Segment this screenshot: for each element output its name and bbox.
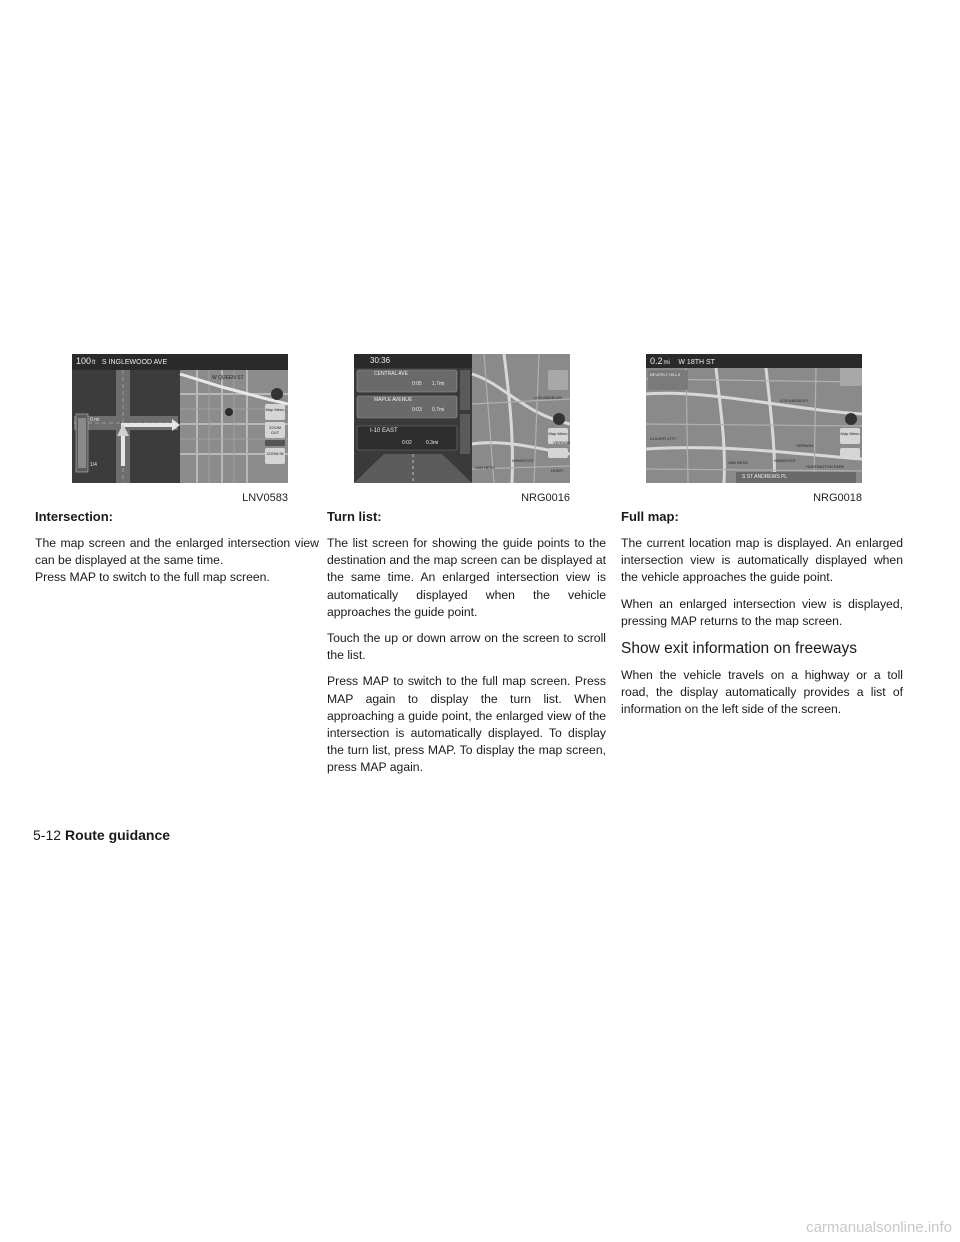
exit-info-heading: Show exit information on freeways: [621, 640, 858, 658]
page-number: 5-12: [33, 827, 62, 843]
full-map-paragraph: The current location map is displayed. An enlarged intersection view is automatically displayed when the vehicle approaches the guide point.: [621, 536, 903, 585]
turn-item-2-name: MAPLE AVENUE: [374, 397, 413, 403]
map-label: VAN NESS: [728, 460, 748, 465]
map-label: HUNTINGTON PARK: [806, 464, 845, 469]
column-intersection: [35, 509, 319, 596]
figure-full-map-screen: [646, 354, 862, 483]
map-label: LOS ANGELES: [534, 395, 562, 400]
street-name: W 18TH ST: [678, 359, 715, 366]
full-map-heading: Full map:: [621, 509, 679, 524]
turn-item-2-distance: 0.7mi: [432, 407, 445, 413]
turn-list-paragraph: The list screen for showing the guide points to the destination and the map screen can be displayed at the same time. An enlarged intersection view is automatically displayed when the vehicle approaches the guide point.: [327, 536, 606, 619]
turn-item-3-time: 0:02: [402, 440, 412, 446]
full-map-paragraph: When an enlarged intersection view is displayed, pressing MAP returns to the map screen.: [621, 596, 903, 628]
figure-turn-list-screen: [354, 354, 570, 483]
figure-code-1: LNV0583: [242, 492, 288, 504]
scroll-down-arrow[interactable]: [460, 414, 470, 454]
turn-item-2-time: 0:03: [412, 407, 422, 413]
figure-code-2: NRG0016: [521, 492, 570, 504]
column-turn-list: [327, 509, 606, 786]
map-menu-label: Map Menu: [840, 431, 860, 436]
intersection-screen-image: [72, 354, 288, 483]
figure-code-3: NRG0018: [813, 492, 862, 504]
distance-bar-bottom: 1/4: [90, 462, 97, 468]
watermark: carmanualsonline.info: [806, 1219, 952, 1236]
intersection-paragraph: The map screen and the enlarged intersection view can be displayed at the same time.: [35, 536, 319, 568]
section-title: Route guidance: [65, 827, 171, 843]
figure-intersection-screen: [72, 354, 288, 483]
map-label: LOS ANGELES: [780, 398, 808, 403]
total-time: 30:36: [370, 356, 391, 365]
column-full-map: [621, 509, 903, 728]
zoom-in-label: ZOOM IN: [266, 451, 284, 456]
map-label: WINGFOOT: [774, 458, 796, 463]
distance-bar-top: 0 mi: [90, 417, 100, 423]
street-name: S INGLEWOOD AVE: [101, 359, 168, 366]
turn-list-paragraph: Touch the up or down arrow on the screen to scroll the list.: [327, 631, 606, 663]
turn-item-1-name: CENTRAL AVE: [374, 371, 408, 377]
exit-info-paragraph: When the vehicle travels on a highway or a toll road, the display automatically provides a list of information on the left side of the screen.: [621, 668, 903, 717]
scroll-up-arrow[interactable]: [460, 370, 470, 410]
map-label: CULVER CITY: [650, 436, 677, 441]
map-label: HUNTI: [551, 468, 564, 473]
map-menu-label: Map Menu: [265, 407, 285, 412]
zoom-out-label: ZOOM OUT: [269, 425, 281, 435]
map-label: VERNON: [553, 440, 570, 445]
turn-item-3-name: I-10 EAST: [370, 428, 398, 434]
intersection-heading: Intersection:: [35, 509, 114, 524]
scale-unit: mi: [663, 360, 670, 366]
turn-item-1-time: 0:05: [412, 381, 422, 387]
page-footer: [33, 827, 170, 843]
scale-value: 0.2: [650, 356, 663, 366]
map-label: VERNON: [796, 443, 814, 448]
scale-readout: [650, 356, 715, 366]
intersection-paragraph: Press MAP to switch to the full map screen.: [35, 570, 270, 585]
scale-unit: ft: [92, 360, 96, 366]
turn-item-1-distance: 1.7mi: [432, 381, 445, 387]
turn-list-paragraph: Press MAP to switch to the full map screen. Press MAP again to display the turn list. When approaching a guide point, the enlarged view of the intersection is automatically displayed. To display the turn list, press MAP. To display the map screen, press MAP again.: [327, 674, 606, 775]
map-menu-label: Map Menu: [548, 431, 568, 436]
scale-readout: [76, 356, 167, 366]
map-label: BEVERLY HILLS: [650, 372, 681, 377]
turn-list-heading: Turn list:: [327, 509, 382, 524]
map-street-label: W QUEEN ST: [212, 375, 244, 381]
map-label: HAPPY VALLEY: [816, 356, 846, 361]
map-label: S ST ANDREWS PL: [742, 474, 788, 480]
map-label: WINGFOOT: [512, 458, 534, 463]
map-label: VAN NESS: [475, 465, 495, 470]
scale-value: 100: [76, 356, 92, 366]
turn-item-3-distance: 0.3mi: [426, 440, 439, 446]
